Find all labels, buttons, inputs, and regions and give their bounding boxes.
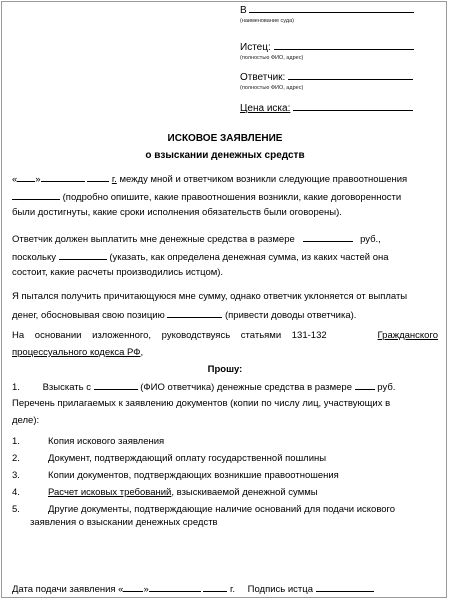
date-label: Дата подачи заявления « — [12, 584, 124, 595]
ask1a: Взыскать с — [42, 382, 91, 393]
p4-line1 — [12, 330, 438, 341]
attachment-text: Другие документы, подтверждающие наличие оснований для подачи искового — [48, 504, 396, 515]
claim-price-line — [240, 101, 413, 114]
p4-comma: , — [140, 347, 144, 358]
attachment-2 — [12, 453, 327, 464]
p3-line1: Я пытался получить причитающуюся мне сумму, однако ответчик уклоняется от выплаты — [12, 291, 408, 302]
p2-line1 — [12, 232, 381, 245]
footer-month-blank[interactable] — [149, 582, 201, 592]
p2-rub: руб., — [360, 234, 381, 245]
ask1b: (ФИО ответчика) денежные средства в размере — [140, 382, 353, 393]
p3-line2 — [12, 308, 356, 321]
ask-amount-blank[interactable] — [355, 380, 375, 390]
court-hint: (наименование суда) — [240, 18, 294, 24]
p1-rest: между мной и ответчиком возникли следующие правоотношения — [119, 174, 408, 185]
civil-code-link-1[interactable]: Гражданского — [377, 330, 438, 341]
ask1c: руб. — [377, 382, 396, 393]
attachment-num: 1. — [12, 436, 20, 447]
attachment-num: 4. — [12, 487, 20, 498]
p1-line3: были достигнуты, какие сроки исполнения обязательств были оговорены). — [12, 207, 342, 218]
attachment-5-cont: заявления о взыскании денежных средств — [30, 517, 218, 528]
p2-line2a: поскольку — [12, 252, 57, 263]
year-blank[interactable] — [87, 172, 109, 182]
signature-blank[interactable] — [316, 582, 374, 592]
p2-line3: состоит, какие расчеты производились истцом). — [12, 267, 224, 278]
list-intro-1: Перечень прилагаемых к заявлению документов (копии по числу лиц, участвующих в — [12, 398, 391, 409]
defendant-name-blank[interactable] — [94, 380, 138, 390]
defendant-line — [240, 70, 413, 83]
ask-heading: Прошу: — [207, 364, 243, 375]
footer-line — [12, 582, 374, 595]
p4-line1a: На основании изложенного, руководствуясь статьями 131-132 — [12, 330, 327, 341]
year-suffix: г. — [111, 174, 117, 185]
footer-day-blank[interactable] — [123, 582, 143, 592]
claim-price-blank[interactable] — [293, 101, 413, 111]
attachment-num: 3. — [12, 470, 20, 481]
defendant-hint: (полностью ФИО, адрес) — [240, 85, 304, 91]
relationship-blank[interactable] — [12, 190, 60, 200]
amount-blank[interactable] — [303, 232, 353, 242]
ask-item-1 — [12, 380, 395, 393]
court-blank[interactable] — [249, 3, 414, 13]
doc-title: ИСКОВОЕ ЗАЯВЛЕНИЕ — [167, 133, 283, 144]
date-mid: » — [143, 584, 149, 595]
p4-line2 — [12, 347, 143, 358]
attachment-1 — [12, 436, 165, 447]
doc-subtitle: о взыскании денежных средств — [145, 150, 305, 161]
attachment-text: Копия искового заявления — [48, 436, 165, 447]
p2-line2b: (указать, как определена денежная сумма, из каких частей она — [109, 252, 389, 263]
court-prefix: В — [240, 5, 247, 16]
defendant-label: Ответчик: — [240, 72, 286, 83]
plaintiff-hint: (полностью ФИО, адрес) — [240, 55, 304, 61]
ask-num: 1. — [12, 382, 20, 393]
calculation-link[interactable]: Расчет исковых требований — [48, 487, 172, 498]
attachment-text: Копии документов, подтверждающих возникшие правоотношения — [48, 470, 339, 481]
attachment-num: 5. — [12, 504, 20, 515]
p1-line2 — [12, 190, 401, 203]
p3-line2a: денег, обосновывая свою позицию — [12, 310, 165, 321]
quote-open: « — [12, 174, 18, 185]
p1-line2-text: (подробно опишите, какие правоотношения возникли, какие договоренности — [62, 192, 402, 203]
quote-close: » — [35, 174, 41, 185]
p3-line2b: (привести доводы ответчика). — [225, 310, 357, 321]
day-blank[interactable] — [17, 172, 35, 182]
footer-year-suffix: г. — [230, 584, 235, 595]
claim-price-label: Цена иска: — [240, 103, 291, 114]
attachment-num: 2. — [12, 453, 20, 464]
court-line — [240, 3, 414, 16]
footer-year-blank[interactable] — [203, 582, 227, 592]
month-blank[interactable] — [41, 172, 85, 182]
p1-line1 — [12, 172, 407, 185]
defendant-blank[interactable] — [288, 70, 413, 80]
position-blank[interactable] — [167, 308, 222, 318]
plaintiff-blank[interactable] — [274, 40, 414, 50]
plaintiff-line — [240, 40, 414, 53]
list-intro-2: деле): — [12, 415, 40, 426]
p2-line2 — [12, 250, 389, 263]
plaintiff-label: Истец: — [240, 42, 271, 53]
p2-line1a: Ответчик должен выплатить мне денежные средства в размере — [12, 234, 295, 245]
attachment-text: , взыскиваемой денежной суммы — [171, 487, 318, 498]
reason-blank[interactable] — [59, 250, 107, 260]
attachment-4 — [12, 487, 318, 498]
attachment-3 — [12, 470, 339, 481]
sign-label: Подпись истца — [247, 584, 314, 595]
civil-code-link-2[interactable]: процессуального кодекса РФ — [12, 347, 141, 358]
attachment-5 — [12, 504, 396, 515]
attachment-text: Документ, подтверждающий оплату государственной пошлины — [48, 453, 327, 464]
